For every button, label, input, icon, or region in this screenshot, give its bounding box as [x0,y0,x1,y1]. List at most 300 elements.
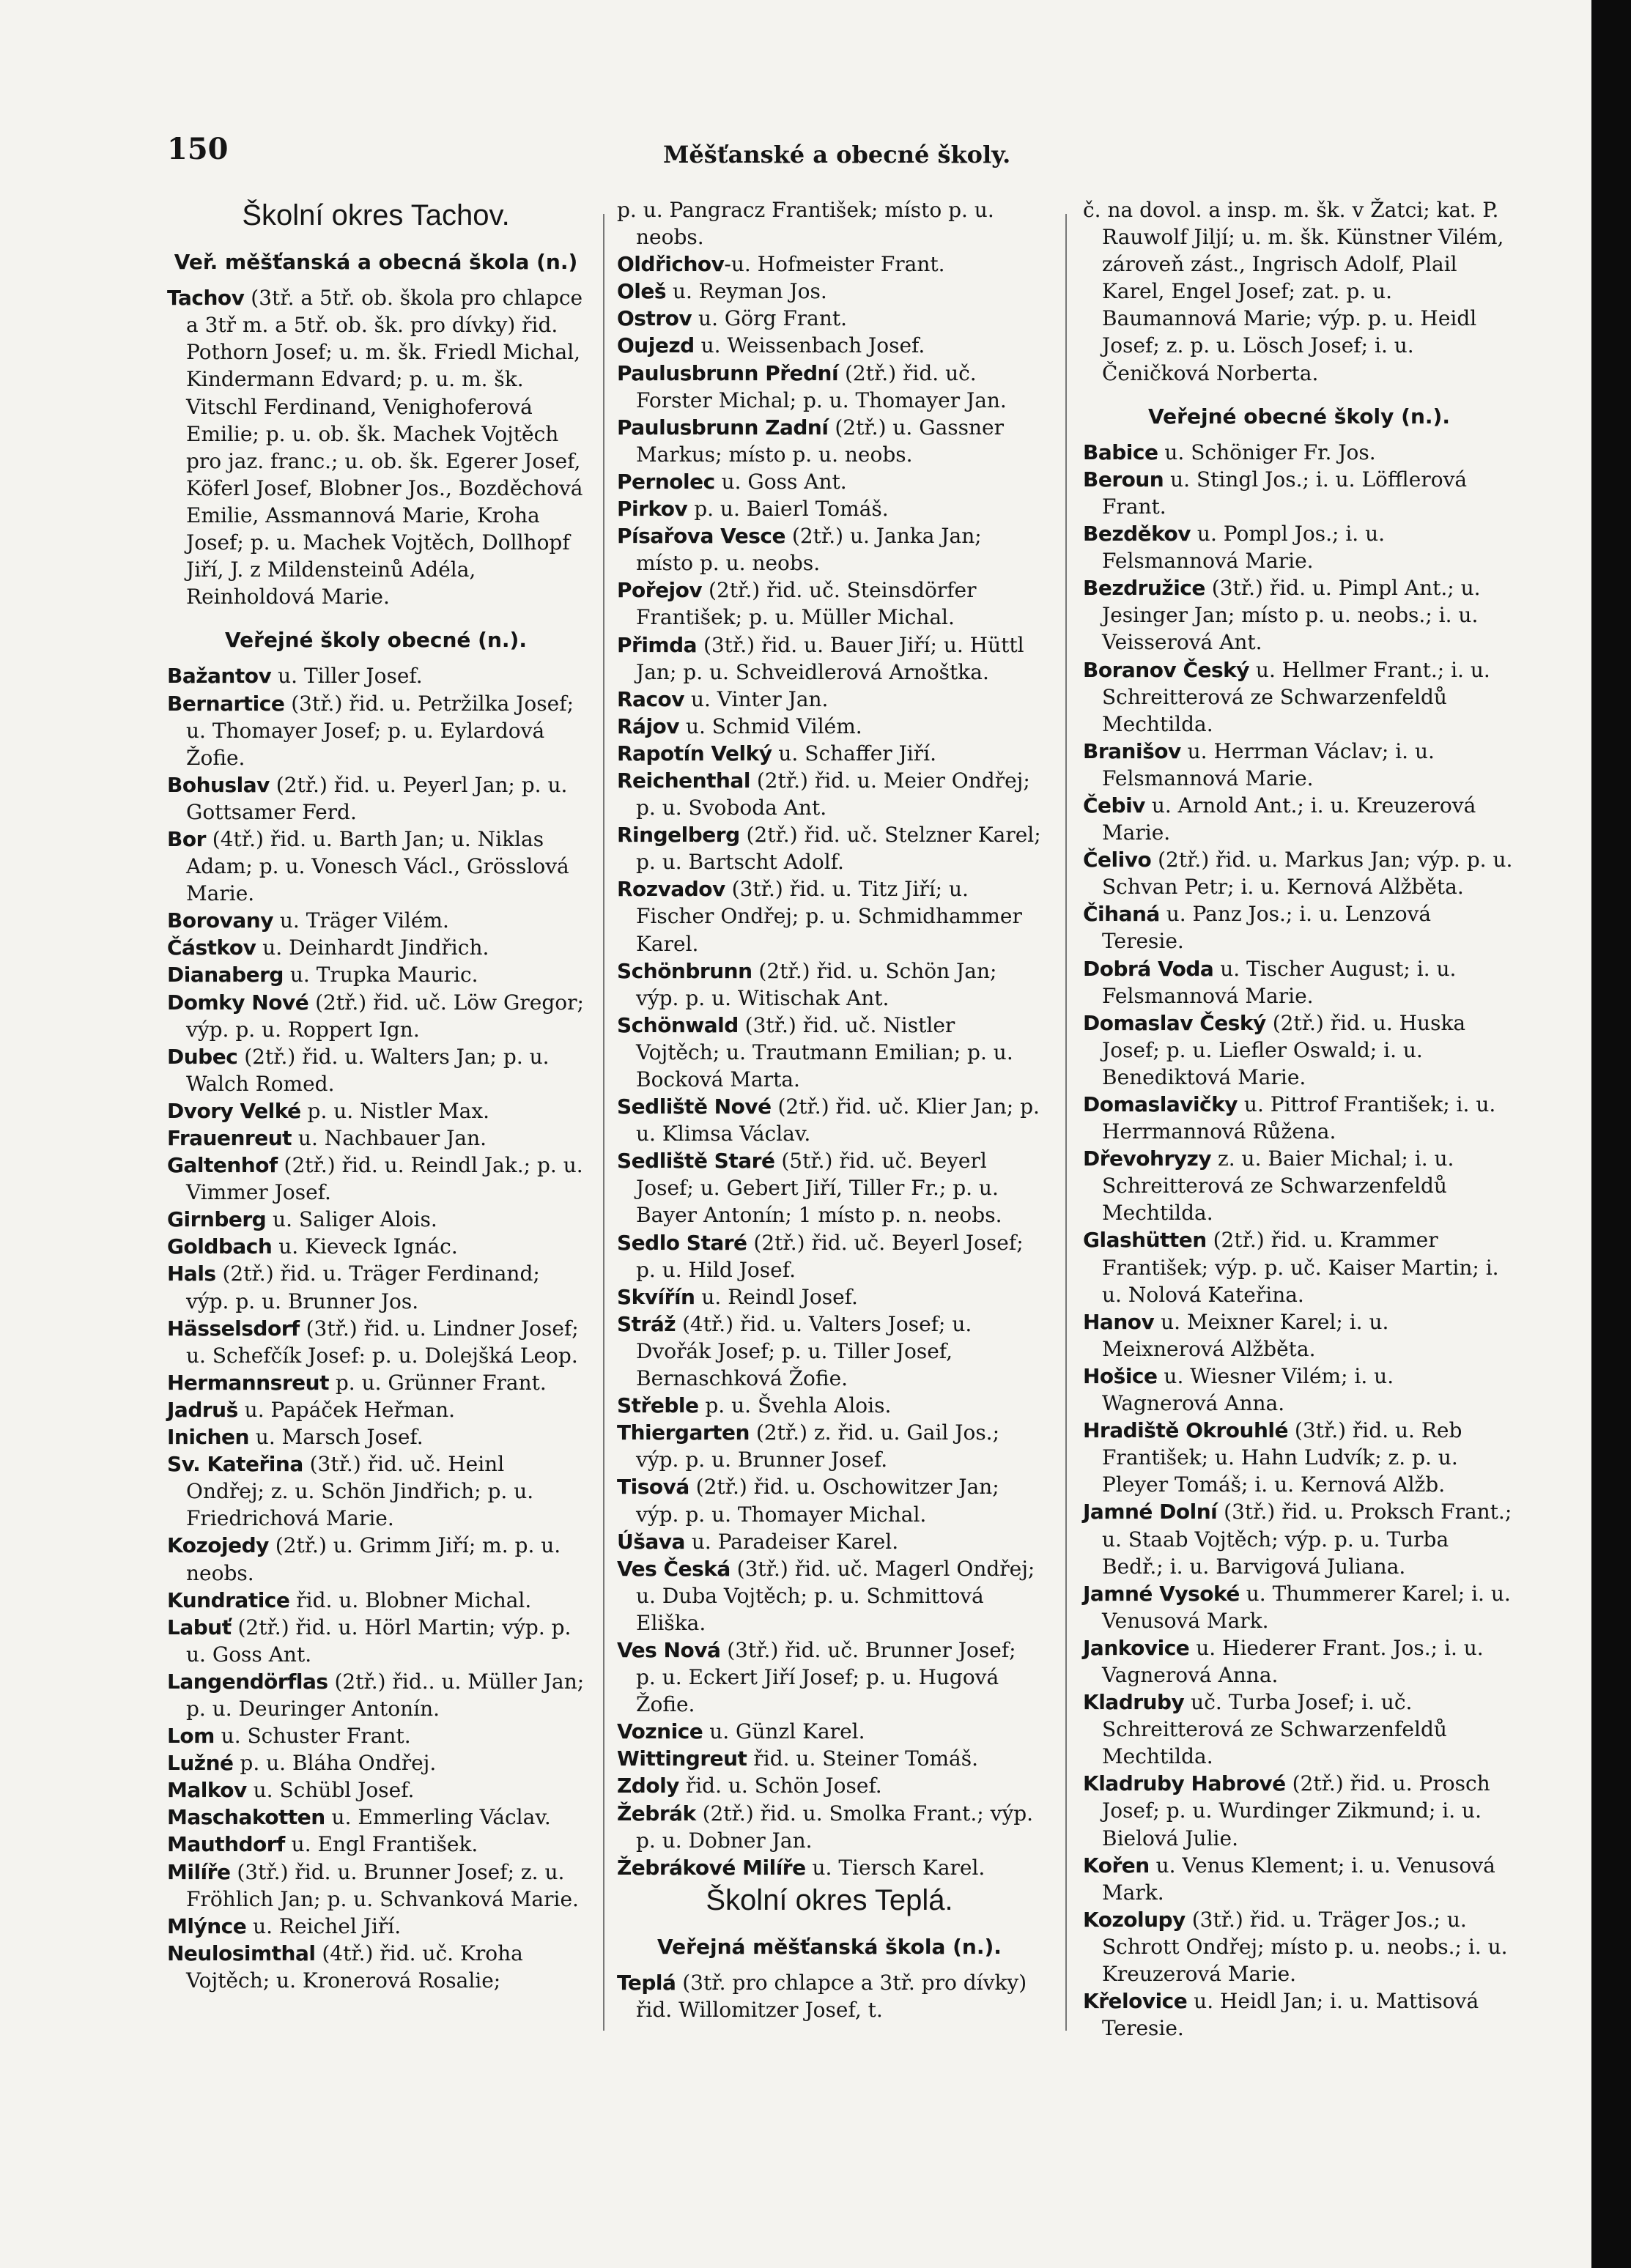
place-name: Domaslav Český [1083,1010,1266,1035]
place-name: Schönwald [617,1012,739,1037]
place-name: Oldřichov [617,252,725,277]
entry-text: (3tř.) řid. u. Bauer Jiří; u. Hüttl Jan; p. u. Schveidlerová Arnoštka. [636,632,1024,684]
entry-text: (2tř.) řid. uč. Löw Gregor; výp. p. u. Roppert Ign. [186,990,584,1042]
place-name: Racov [617,686,685,711]
school-entry [617,875,1042,957]
entry-text: (3tř.) řid. uč. Heinl Ondřej; z. u. Schön Jindřich; p. u. Friedrichová Marie. [186,1452,534,1531]
place-name: Milíře [167,1859,231,1884]
place-name: Bor [167,826,206,851]
school-entry [167,1450,585,1532]
place-name: Kundratice [167,1587,290,1612]
entry-text: u. Stingl Jos.; i. u. Löfflerová Frant. [1102,467,1468,519]
entry-text: u. Venus Klement; i. u. Venusová Mark. [1102,1853,1495,1905]
school-entry [617,1854,1042,1881]
place-name: Schönbrunn [617,958,752,983]
district-heading: Školní okres Teplá. [706,1883,953,1916]
school-entry [617,821,1042,875]
entry-text: u. Günzl Karel. [703,1719,865,1744]
entry-text: u. Träger Vilém. [273,908,449,933]
entry-text: řid. u. Schön Josef. [678,1774,882,1798]
entry-text: u. Görg Frant. [692,306,848,331]
scan-edge [1591,0,1631,2268]
entry-text: (2tř.) u. Gassner Markus; místo p. u. neobs. [636,415,1005,467]
entry-text: -u. Hofmeister Frant. [724,252,945,277]
entry-text: (4tř.) řid. u. Barth Jan; u. Niklas Adam; p. u. Vonesch Václ., Grösslová Marie. [186,826,569,906]
school-entry [617,1473,1042,1527]
school-entry [167,1423,585,1450]
place-name: Jankovice [1083,1635,1190,1660]
school-entry [1083,792,1515,846]
entry-text: p. u. Baierl Tomáš. [687,497,889,522]
place-name: Žebrák [617,1801,696,1826]
place-name: Čelivo [1083,848,1152,872]
place-name: Frauenreut [167,1126,292,1150]
school-entry [167,1233,585,1260]
place-name: Babice [1083,440,1158,464]
school-entry [617,1311,1042,1392]
place-name: Pernolec [617,469,715,494]
school-entry [617,957,1042,1012]
place-name: Goldbach [167,1234,273,1259]
entry-text: (4tř.) řid. uč. Kroha Vojtěch; u. Kronerová Rosalie; [186,1941,523,1993]
place-name: Paulusbrunn Přední [617,360,839,385]
entry-text: p. u. Nistler Max. [300,1098,490,1123]
entry-text: (2tř.) řid. u. Meier Ondřej; p. u. Svoboda Ant. [636,768,1030,820]
place-name: Voznice [617,1719,703,1744]
entry-text: u. Hellmer Frant.; i. u. Schreitterová ze Schwarzenfeldů Mechtilda. [1102,657,1490,736]
place-name: Bernartice [167,691,285,716]
school-entry [617,196,1042,251]
place-name: Malkov [167,1778,247,1803]
school-entry [167,662,585,689]
place-name: Sv. Kateřina [167,1452,303,1477]
school-entry [1083,466,1515,520]
entry-text: (3tř.) řid. u. Reb František; u. Hahn Ludvík; z. p. u. Pleyer Tomáš; i. u. Kernová Alžb. [1102,1418,1462,1497]
place-name: Jamné Vysoké [1083,1581,1240,1606]
entry-text: (3tř.) řid. uč. Nistler Vojtěch; u. Trautmann Emilian; p. u. Bocková Marta. [636,1012,1013,1092]
place-name: Čebiv [1083,793,1145,818]
place-name: Beroun [1083,467,1164,492]
school-entry [1083,196,1515,387]
place-name: Střeble [617,1393,699,1418]
school-entry [617,1012,1042,1093]
school-entry [167,1152,585,1206]
entry-text: u. Schaffer Jiří. [772,741,936,766]
entry-text: (2tř.) řid. uč. Beyerl Josef; p. u. Hild Josef. [636,1230,1024,1282]
entry-text: u. Meixner Karel; i. u. Meixnerová Alžběta. [1102,1309,1389,1361]
place-name: Pořejov [617,578,703,603]
school-entry [1083,1417,1515,1498]
school-entry [1083,574,1515,656]
school-entry [1083,1770,1515,1851]
place-name: Kozolupy [1083,1907,1186,1932]
school-entry [1083,520,1515,574]
place-name: Ringelberg [617,823,740,848]
entry-text: (2tř.) řid. u. Walters Jan; p. u. Walch Romed. [186,1044,550,1096]
school-entry [167,934,585,961]
page-number: 150 [167,132,229,166]
place-name: Dřevohryzy [1083,1146,1212,1171]
place-name: Kladruby Habrové [1083,1771,1286,1796]
place-name: Oujezd [617,333,695,358]
school-entry [617,767,1042,821]
school-entry [167,1776,585,1804]
place-name: Žebrákové Milíře [617,1855,806,1880]
place-name: Čihaná [1083,902,1160,927]
school-entry [1083,738,1515,792]
school-entry [167,1369,585,1396]
place-name: Bohuslav [167,772,270,797]
school-entry [617,1555,1042,1637]
entry-text: (2tř.) řid. u. Träger Ferdinand; výp. p. u. Brunner Jos. [186,1261,540,1313]
entry-text: u. Schübl Josef. [246,1778,415,1803]
entry-text: (3tř. pro chlapce a 3tř. pro dívky) řid. Willomitzer Josef, t. [636,1971,1027,2023]
school-entry [167,1940,585,1994]
place-name: Branišov [1083,738,1181,763]
place-name: Křelovice [1083,1989,1188,2014]
place-name: Sedlo Staré [617,1230,747,1255]
school-entry [617,305,1042,332]
place-name: Reichenthal [617,768,750,793]
place-name: Přimda [617,632,698,657]
place-name: Tachov [167,286,245,311]
place-name: Teplá [617,1971,676,1995]
entry-text: u. Reindl Josef. [695,1284,858,1309]
school-entry [617,1772,1042,1799]
school-entry [1083,1906,1515,1987]
school-entry [617,713,1042,740]
entry-text: u. Hiederer Frant. Jos.; i. u. Vagnerová Anna. [1102,1635,1484,1687]
place-name: Tisová [617,1475,689,1500]
entry-text: u. Reichel Jiří. [246,1913,402,1938]
school-entry [167,1124,585,1152]
school-entry [1083,1308,1515,1363]
entry-text: (2tř.) z. řid. u. Gail Jos.; výp. p. u. Brunner Josef. [636,1420,1000,1472]
entry-text: u. Reyman Jos. [666,279,827,304]
entry-text: č. na dovol. a insp. m. šk. v Žatci; kat. P. Rauwolf Jiljí; u. m. šk. Künstner Vilém, zároveň zást., Ingrisch Adolf, Plail Karel, Engel Josef; zat. p. u. Baumannová Marie; výp. p. u. Heidl Josef; z. p. u. Lösch Josef; i. u. Čeničková Norberta. [1083,198,1504,385]
place-name: Ves Česká [617,1556,731,1581]
entry-text: (2tř.) řid. uč. Steinsdörfer František; p. u. Müller Michal. [636,578,977,630]
entry-text: (2tř.) řid. u. Huska Josef; p. u. Liefler Oswald; i. u. Benediktová Marie. [1102,1010,1466,1089]
school-entry [1083,846,1515,900]
place-name: Neulosimthal [167,1941,316,1965]
school-entry [167,1668,585,1722]
column-right [1083,196,1515,2042]
entry-text: (3tř.) řid. u. Pimpl Ant.; u. Jesinger Jan; místo p. u. neobs.; i. u. Veisserová Ant. [1102,576,1481,655]
place-name: Bažantov [167,664,272,689]
school-entry [167,1913,585,1940]
school-entry [1083,1580,1515,1634]
entry-text: u. Kieveck Ignác. [272,1234,458,1259]
school-entry [167,1749,585,1776]
place-name: Ves Nová [617,1637,721,1662]
place-name: Pirkov [617,497,688,522]
school-entry [1083,1363,1515,1417]
school-entry [1083,1091,1515,1145]
school-entry [617,1392,1042,1419]
place-name: Zdoly [617,1774,679,1798]
school-entry [167,690,585,771]
place-name: Rájov [617,714,680,738]
district-heading: Školní okres Tachov. [242,199,510,231]
place-name: Wittingreut [617,1746,747,1771]
school-entry [167,284,585,610]
school-entry [167,1831,585,1858]
school-entry [1083,656,1515,738]
school-entry [167,1260,585,1314]
school-entry [167,1097,585,1124]
place-name: Mauthdorf [167,1832,285,1857]
place-name: Sedliště Staré [617,1149,775,1174]
place-name: Úšava [617,1529,685,1554]
school-entry [167,961,585,988]
school-entry [617,495,1042,522]
place-name: Hošice [1083,1363,1158,1388]
school-entry [167,1858,585,1913]
entry-text: (2tř.) u. Grimm Jiří; m. p. u. neobs. [186,1533,561,1585]
place-name: Girnberg [167,1207,267,1232]
school-entry [617,1969,1042,2023]
entry-text: (2tř.) řid. uč. Klier Jan; p. u. Klimsa Václav. [636,1094,1040,1146]
place-name: Stráž [617,1311,676,1336]
entry-text: u. Vinter Jan. [684,686,829,711]
school-entry [617,1637,1042,1718]
school-entry [617,332,1042,359]
place-name: Hermannsreut [167,1370,329,1395]
place-name: Domky Nové [167,990,309,1015]
place-name: Lužné [167,1751,234,1776]
place-name: Dobrá Voda [1083,956,1214,981]
school-entry [617,577,1042,631]
entry-text: u. Panz Jos.; i. u. Lenzová Teresie. [1102,902,1432,954]
column-rule [1065,214,1067,2031]
school-entry [617,414,1042,468]
school-entry [167,1315,585,1369]
entry-text: u. Weissenbach Josef. [694,333,925,358]
entry-text: u. Saliger Alois. [266,1207,437,1232]
place-name: Kořen [1083,1853,1150,1878]
entry-text: u. Deinhardt Jindřich. [256,935,489,960]
school-entry [167,1043,585,1097]
school-entry [617,1229,1042,1283]
place-name: Paulusbrunn Zadní [617,415,829,440]
section-heading: Veř. měšťanská a obecná škola (n.) [174,250,578,275]
section-heading: Veřejné školy obecné (n.). [225,628,527,653]
school-entry [617,1093,1042,1147]
entry-text: u. Heidl Jan; i. u. Mattisová Teresie. [1102,1989,1479,2041]
entry-text: (2tř.) řid. u. Oschowitzer Jan; výp. p. u. Thomayer Michal. [636,1475,999,1527]
entry-text: u. Emmerling Václav. [325,1805,551,1830]
place-name: Borovany [167,908,273,933]
school-entry [617,278,1042,305]
school-entry [617,1283,1042,1311]
entry-text: u. Schuster Frant. [214,1724,411,1749]
place-name: Skvířín [617,1284,695,1309]
school-entry [617,522,1042,577]
school-entry [167,826,585,907]
school-entry [617,468,1042,495]
school-entry [167,1804,585,1831]
school-entry [617,686,1042,713]
place-name: Langendörflas [167,1669,328,1694]
entry-text: (3tř.) řid. u. Proksch Frant.; u. Staab Vojtěch; výp. p. u. Turba Bedř.; i. u. Barvigová Juliana. [1102,1500,1512,1579]
entry-text: u. Engl František. [284,1832,478,1857]
entry-text: u. Marsch Josef. [248,1425,424,1450]
entry-text: u. Tischer August; i. u. Felsmannová Marie. [1102,956,1457,1008]
place-name: Sedliště Nové [617,1094,772,1119]
school-entry [1083,1145,1515,1226]
school-entry [1083,1498,1515,1579]
school-entry [167,907,585,934]
entry-text: (2tř.) řid. u. Reindl Jak.; p. u. Vimmer Josef. [186,1153,583,1205]
school-entry [1083,1852,1515,1906]
place-name: Maschakotten [167,1805,325,1830]
place-name: Hradiště Okrouhlé [1083,1418,1288,1443]
entry-text: (3tř. a 5tř. ob. škola pro chlapce a 3tř m. a 5tř. ob. šk. pro dívky) řid. Pothorn Josef; u. m. šk. Friedl Michal, Kindermann Edvard; p. u. m. šk. Vitschl Ferdinand, Venighoferová Emilie; p. u. ob. šk. Machek Vojtěch pro jaz. franc.; u. ob. šk. Egerer Josef, Köferl Josef, Blobner Jos., Bozděchová Emilie, Assmannová Marie, Kroha Josef; p. u. Machek Vojtěch, Dollhopf Jiří, J. z Mildensteinů Adéla, Reinholdová Marie. [186,286,583,609]
entry-text: u. Schöniger Fr. Jos. [1158,440,1376,464]
entry-text: u. Pompl Jos.; i. u. Felsmannová Marie. [1102,522,1386,574]
place-name: Písařova Vesce [617,524,786,549]
school-entry [617,1718,1042,1745]
entry-text: u. Tiller Josef. [271,664,423,689]
school-entry [617,1800,1042,1854]
entry-text: (2tř.) řid. u. Prosch Josef; p. u. Wurdinger Zikmund; i. u. Bielová Julie. [1102,1771,1490,1850]
place-name: Lom [167,1724,215,1749]
school-entry [1083,1226,1515,1308]
place-name: Rozvadov [617,877,725,902]
place-name: Jadruš [167,1397,238,1422]
entry-text: p. u. Švehla Alois. [698,1393,892,1418]
entry-text: (2tř.) řid. uč. Forster Michal; p. u. Thomayer Jan. [636,360,1007,412]
school-entry [617,251,1042,278]
entry-text: u. Nachbauer Jan. [292,1126,487,1150]
place-name: Labuť [167,1615,232,1639]
entry-text: u. Wiesner Vilém; i. u. Wagnerová Anna. [1102,1363,1394,1416]
school-entry [167,1396,585,1423]
entry-text: (2tř.) řid. u. Hörl Martin; výp. p. u. Goss Ant. [186,1615,572,1667]
place-name: Hässelsdorf [167,1316,300,1341]
place-name: Bezděkov [1083,522,1191,546]
school-entry [167,1722,585,1749]
column-rule [603,214,604,2031]
entry-text: (3tř.) řid. u. Titz Jiří; u. Fischer Ondřej; p. u. Schmidhammer Karel. [636,877,1022,956]
school-entry [1083,900,1515,955]
school-entry [617,740,1042,767]
entry-text: (2tř.) řid. u. Smolka Frant.; výp. p. u. Dobner Jan. [636,1801,1034,1853]
school-entry [167,771,585,826]
place-name: Bezdružice [1083,576,1205,601]
school-entry [617,631,1042,686]
entry-text: z. u. Baier Michal; i. u. Schreitterová ze Schwarzenfeldů Mechtilda. [1102,1146,1454,1226]
place-name: Inichen [167,1425,249,1450]
section-heading: Veřejná měšťanská škola (n.). [657,1934,1002,1959]
place-name: Domaslavičky [1083,1092,1238,1116]
entry-text: (3tř.) řid. u. Lindner Josef; u. Schefčík Josef: p. u. Dolejšká Leop. [186,1316,579,1368]
school-entry [1083,1689,1515,1770]
entry-text: u. Papáček Heřman. [237,1397,456,1422]
school-entry [1083,1634,1515,1689]
school-entry [1083,955,1515,1009]
entry-text: u. Goss Ant. [714,469,847,494]
section-heading: Veřejné obecné školy (n.). [1148,404,1450,429]
entry-text: (2tř.) řid.. u. Müller Jan; p. u. Deuringer Antonín. [186,1669,585,1721]
school-entry [1083,1009,1515,1091]
entry-text: (2tř.) řid. u. Krammer František; výp. p. uč. Kaiser Martin; i. u. Nolová Kateřina. [1102,1228,1499,1307]
place-name: Dianaberg [167,963,284,987]
entry-text: u. Schmid Vilém. [679,714,862,738]
place-name: Kozojedy [167,1533,269,1558]
entry-text: uč. Turba Josef; i. uč. Schreitterová ze Schwarzenfeldů Mechtilda. [1102,1690,1447,1769]
place-name: Thiergarten [617,1420,750,1445]
school-entry [167,1532,585,1586]
school-entry [617,360,1042,414]
place-name: Oleš [617,279,667,304]
entry-text: (2tř.) řid. u. Markus Jan; výp. p. u. Schvan Petr; i. u. Kernová Alžběta. [1102,848,1513,900]
school-entry [167,1614,585,1668]
school-entry [167,989,585,1043]
place-name: Hanov [1083,1309,1155,1334]
entry-text: řid. u. Steiner Tomáš. [747,1746,978,1771]
place-name: Boranov Český [1083,657,1250,682]
school-entry [617,1147,1042,1228]
entry-text: (2tř.) řid. u. Peyerl Jan; p. u. Gottsamer Ferd. [186,772,568,824]
place-name: Dubec [167,1044,238,1069]
school-entry [617,1528,1042,1555]
place-name: Ostrov [617,306,692,331]
place-name: Dvory Velké [167,1098,301,1123]
entry-text: p. u. Grünner Frant. [328,1370,547,1395]
entry-text: (3tř.) řid. uč. Brunner Josef; p. u. Eckert Jiří Josef; p. u. Hugová Žofie. [636,1637,1016,1717]
column-middle [617,196,1042,2023]
entry-text: p. u. Pangracz František; místo p. u. neobs. [617,198,994,250]
entry-text: (2tř.) u. Janka Jan; místo p. u. neobs. [636,524,982,576]
place-name: Galtenhof [167,1153,278,1178]
entry-text: u. Trupka Mauric. [283,963,478,987]
school-entry [1083,1987,1515,2042]
place-name: Kladruby [1083,1690,1185,1715]
place-name: Hals [167,1261,216,1286]
entry-text: (5tř.) řid. uč. Beyerl Josef; u. Gebert Jiří, Tiller Fr.; p. u. Bayer Antonín; 1 místo p. n. neobs. [636,1149,1002,1228]
entry-text: p. u. Bláha Ondřej. [233,1751,437,1776]
place-name: Glashütten [1083,1228,1207,1253]
entry-text: u. Thummerer Karel; i. u. Venusová Mark. [1102,1581,1511,1633]
entry-text: (2tř.) řid. u. Schön Jan; výp. p. u. Witischak Ant. [636,958,997,1010]
column-left [167,196,585,1994]
place-name: Jamné Dolní [1083,1500,1218,1524]
school-entry [1083,439,1515,466]
entry-text: u. Paradeiser Karel. [684,1529,899,1554]
entry-text: (3tř.) řid. u. Träger Jos.; u. Schrott Ondřej; místo p. u. neobs.; i. u. Kreuzerová Marie. [1102,1907,1508,1986]
entry-text: u. Arnold Ant.; i. u. Kreuzerová Marie. [1102,793,1476,845]
school-entry [617,1419,1042,1473]
school-entry [617,1745,1042,1772]
entry-text: (3tř.) řid. uč. Magerl Ondřej; u. Duba Vojtěch; p. u. Schmittová Eliška. [636,1556,1035,1635]
entry-text: (4tř.) řid. u. Valters Josef; u. Dvořák Josef; p. u. Tiller Josef, Bernaschková Žofie. [636,1311,972,1391]
school-entry [167,1587,585,1614]
entry-text: u. Herrman Václav; i. u. Felsmannová Marie. [1102,738,1435,790]
entry-text: (2tř.) řid. uč. Stelzner Karel; p. u. Bartscht Adolf. [636,823,1041,875]
entry-text: (3tř.) řid. u. Petržilka Josef; u. Thomayer Josef; p. u. Eylardová Žofie. [186,691,574,770]
running-head: Měšťanské a obecné školy. [663,141,1011,168]
entry-text: u. Pittrof František; i. u. Herrmannová Růžena. [1102,1092,1496,1144]
school-entry [167,1206,585,1233]
place-name: Částkov [167,935,256,960]
place-name: Rapotín Velký [617,741,772,766]
entry-text: u. Tiersch Karel. [805,1855,985,1880]
place-name: Mlýnce [167,1913,247,1938]
entry-text: (3tř.) řid. u. Brunner Josef; z. u. Fröhlich Jan; p. u. Schvanková Marie. [186,1859,579,1911]
entry-text: řid. u. Blobner Michal. [289,1587,532,1612]
